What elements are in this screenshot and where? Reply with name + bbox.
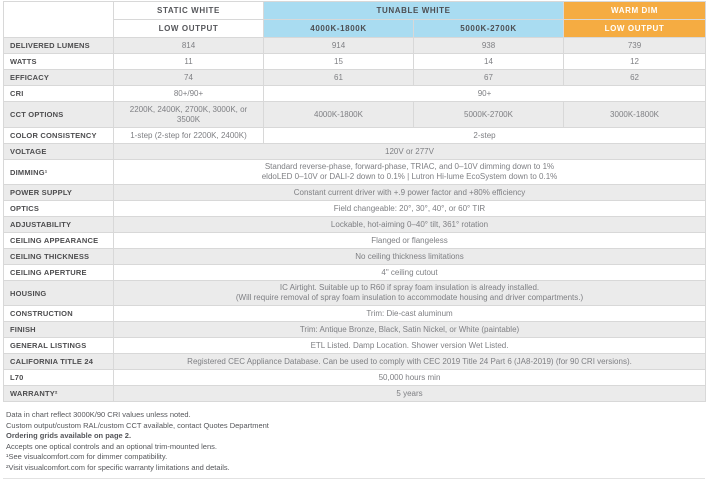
value-cell: 14 <box>414 54 564 70</box>
row-optics <box>4 201 706 217</box>
row-label-watts: WATTS <box>4 54 114 70</box>
value-cell: 4000K-1800K <box>264 102 414 128</box>
value-cell: 61 <box>264 70 414 86</box>
row-construction <box>4 306 706 322</box>
value-cell: Registered CEC Appliance Database. Can be used to comply with CEC 2019 Title 24 Part 6 (JA8-2019) (for 90 CRI versions). <box>114 354 706 370</box>
footnote-dimmer-compatibility: ¹See visualcomfort.com for dimmer compatibility. <box>6 452 168 461</box>
row-label-optics: OPTICS <box>4 201 114 217</box>
column-group-warm-dim: WARM DIM <box>564 2 706 20</box>
subcolumn-static-low-output: LOW OUTPUT <box>114 20 264 38</box>
value-cell: 2-step <box>264 128 706 144</box>
footnote-custom-output: Custom output/custom RAL/custom CCT available, contact Quotes Department <box>6 420 269 430</box>
value-cell <box>114 160 706 185</box>
row-ceiling-thickness <box>4 249 706 265</box>
row-efficacy <box>4 70 706 86</box>
row-ceiling-aperture <box>4 265 706 281</box>
value-cell: 2200K, 2400K, 2700K, 3000K, or 3500K <box>114 102 264 128</box>
row-ceiling-appearance <box>4 233 706 249</box>
row-label-housing: HOUSING <box>4 281 114 306</box>
table-header <box>4 2 706 38</box>
row-delivered-lumens <box>4 38 706 54</box>
value-cell: Trim: Antique Bronze, Black, Satin Nickel, or White (paintable) <box>114 322 706 338</box>
footnote-optical-controls: Accepts one optical controls and an optional trim-mounted lens. <box>6 441 217 451</box>
row-label-ceiling-appearance: CEILING APPEARANCE <box>4 233 114 249</box>
row-label-delivered-lumens: DELIVERED LUMENS <box>4 38 114 54</box>
value-cell: 5000K-2700K <box>414 102 564 128</box>
spec-table <box>3 1 706 402</box>
housing-line-2: (Will require removal of spray foam insulation to accommodate housing and driver compartments.) <box>235 293 584 302</box>
bottom-divider <box>3 478 705 479</box>
row-l70 <box>4 370 706 386</box>
footnote-warranty-details: ²Visit visualcomfort.com for specific warranty limitations and details. <box>6 462 230 472</box>
row-dimming <box>4 160 706 185</box>
row-watts <box>4 54 706 70</box>
value-cell: 4" ceiling cutout <box>114 265 706 281</box>
value-cell: 50,000 hours min <box>114 370 706 386</box>
subcolumn-4000k-1800k: 4000K-1800K <box>264 20 414 38</box>
value-cell: Field changeable: 20°, 30°, 40°, or 60° TIR <box>114 201 706 217</box>
value-cell: 938 <box>414 38 564 54</box>
column-group-tunable-white: TUNABLE WHITE <box>264 2 564 20</box>
row-label-warranty: WARRANTY² <box>4 386 114 402</box>
row-label-voltage: VOLTAGE <box>4 144 114 160</box>
row-label-color-consistency: COLOR CONSISTENCY <box>4 128 114 144</box>
footnote-ordering-grids: Ordering grids available on page 2. <box>6 431 132 440</box>
dimming-line-1: Standard reverse-phase, forward-phase, TRIAC, and 0–10V dimming down to 1% <box>264 162 555 171</box>
row-label-l70: L70 <box>4 370 114 386</box>
row-label-cri: CRI <box>4 86 114 102</box>
row-finish <box>4 322 706 338</box>
row-voltage <box>4 144 706 160</box>
value-cell: 3000K-1800K <box>564 102 706 128</box>
row-label-efficacy: EFFICACY <box>4 70 114 86</box>
value-cell: No ceiling thickness limitations <box>114 249 706 265</box>
row-color-consistency <box>4 128 706 144</box>
housing-line-1: IC Airtight. Suitable up to R60 if spray foam insulation is already installed. <box>279 283 540 292</box>
row-label-california-title-24: CALIFORNIA TITLE 24 <box>4 354 114 370</box>
value-cell: 1-step (2-step for 2200K, 2400K) <box>114 128 264 144</box>
row-warranty <box>4 386 706 402</box>
row-label-adjustability: ADJUSTABILITY <box>4 217 114 233</box>
value-cell: 90+ <box>264 86 706 102</box>
corner-cell <box>4 2 114 38</box>
value-cell: Flanged or flangeless <box>114 233 706 249</box>
value-cell: 814 <box>114 38 264 54</box>
value-cell: 74 <box>114 70 264 86</box>
footnotes <box>6 410 705 473</box>
row-label-cct-options: CCT OPTIONS <box>4 102 114 128</box>
row-cct-options <box>4 102 706 128</box>
row-label-ceiling-aperture: CEILING APERTURE <box>4 265 114 281</box>
table-body <box>4 38 706 402</box>
value-cell: Constant current driver with +.9 power factor and +80% efficiency <box>114 185 706 201</box>
row-label-finish: FINISH <box>4 322 114 338</box>
row-label-general-listings: GENERAL LISTINGS <box>4 338 114 354</box>
footnote-data-reflect: Data in chart reflect 3000K/90 CRI values unless noted. <box>6 410 191 419</box>
row-label-power-supply: POWER SUPPLY <box>4 185 114 201</box>
row-label-ceiling-thickness: CEILING THICKNESS <box>4 249 114 265</box>
value-cell: Trim: Die-cast aluminum <box>114 306 706 322</box>
row-general-listings <box>4 338 706 354</box>
value-cell: 11 <box>114 54 264 70</box>
dimming-line-2: eldoLED 0–10V or DALI-2 down to 0.1% | Lutron Hi-lume EcoSystem down to 0.1% <box>261 172 558 181</box>
row-label-dimming: DIMMING¹ <box>4 160 114 185</box>
value-cell: 120V or 277V <box>114 144 706 160</box>
value-cell: 15 <box>264 54 414 70</box>
value-cell: 739 <box>564 38 706 54</box>
value-cell: 80+/90+ <box>114 86 264 102</box>
value-cell: ETL Listed. Damp Location. Shower version Wet Listed. <box>114 338 706 354</box>
subcolumn-warmdim-low-output: LOW OUTPUT <box>564 20 706 38</box>
subcolumn-5000k-2700k: 5000K-2700K <box>414 20 564 38</box>
row-label-construction: CONSTRUCTION <box>4 306 114 322</box>
value-cell: Lockable, hot-aiming 0–40° tilt, 361° rotation <box>114 217 706 233</box>
value-cell <box>114 281 706 306</box>
row-power-supply <box>4 185 706 201</box>
value-cell: 914 <box>264 38 414 54</box>
row-california-title-24 <box>4 354 706 370</box>
column-group-static-white: STATIC WHITE <box>114 2 264 20</box>
row-housing <box>4 281 706 306</box>
value-cell: 67 <box>414 70 564 86</box>
row-cri <box>4 86 706 102</box>
value-cell: 5 years <box>114 386 706 402</box>
value-cell: 62 <box>564 70 706 86</box>
row-adjustability <box>4 217 706 233</box>
value-cell: 12 <box>564 54 706 70</box>
header-row-groups <box>4 2 706 20</box>
